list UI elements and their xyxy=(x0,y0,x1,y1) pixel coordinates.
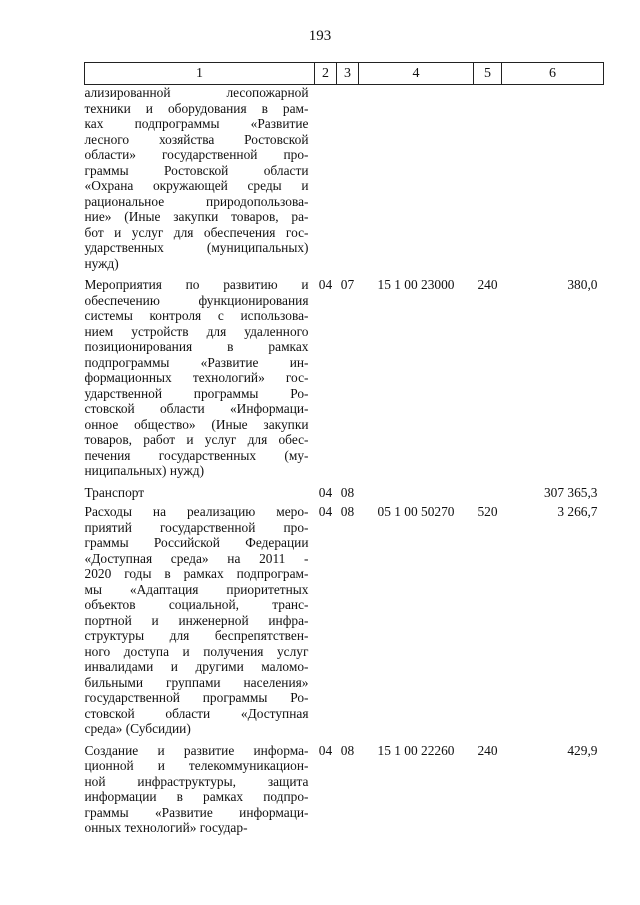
description-line: рациональное природопользова- xyxy=(84,193,309,209)
description-line: бот и услуг для обеспечения гос- xyxy=(84,224,309,240)
row-target-article xyxy=(359,479,474,501)
description-line: Мероприятия по развитию и xyxy=(84,277,309,292)
row-expense-type: 240 xyxy=(477,742,498,758)
row-amount: 3 266,7 xyxy=(557,504,598,519)
description-line: ние» (Иные закупки товаров, ра- xyxy=(84,209,309,224)
description-line: ализированной лесопожарной xyxy=(84,85,309,100)
description-line: ках подпрограммы «Развитие xyxy=(84,116,309,131)
header-row xyxy=(85,63,604,85)
table-row xyxy=(85,85,604,272)
description-line: ной инфраструктуры, защита xyxy=(84,773,309,789)
row-description xyxy=(85,479,315,501)
description-line: печения государственных (му- xyxy=(84,447,309,463)
description-line: граммы Ростовской области xyxy=(84,162,309,178)
description-line: мы «Адаптация приоритетных xyxy=(84,581,309,597)
description-line: граммы Российской Федерации xyxy=(84,535,309,550)
description-line: онных технологий» государ- xyxy=(84,820,248,835)
row-description xyxy=(85,500,315,737)
description-line: области» государственной про- xyxy=(84,147,309,162)
description-line: техники и оборудования в рам- xyxy=(84,100,309,116)
row-amount xyxy=(502,85,604,272)
row-amount: 380,0 xyxy=(567,277,598,292)
description-line: бильными группами населения» xyxy=(84,674,309,690)
description-line: ударственной программы Ро- xyxy=(84,385,309,401)
description-line: граммы «Развитие информаци- xyxy=(84,804,309,820)
description-line: товаров, работ и услуг для обес- xyxy=(84,432,309,447)
row-expense-type: 520 xyxy=(477,504,498,519)
row-expense-type: 240 xyxy=(477,277,498,292)
header-col-4: 4 xyxy=(359,63,474,85)
description-line: ционной и телекоммуникацион- xyxy=(84,758,309,773)
description-line: государственной программы Ро- xyxy=(84,690,309,705)
description-line: среда» (Субсидии) xyxy=(84,721,191,736)
row-description xyxy=(85,85,315,272)
header-col-5: 5 xyxy=(474,63,502,85)
description-line: Расходы на реализацию меро- xyxy=(84,504,309,519)
row-section-code: 04 xyxy=(318,484,333,500)
description-line: ударственных (муниципальных) xyxy=(84,240,309,255)
description-line: 2020 годы в рамках подпрограм- xyxy=(84,566,309,581)
row-section-code: 04 xyxy=(318,742,333,758)
row-amount: 307 365,3 xyxy=(543,484,598,500)
table-header xyxy=(85,63,604,85)
description-line: структуры для беспрепятствен- xyxy=(84,628,309,643)
description-line: стовской области «Информаци- xyxy=(84,401,309,416)
description-line: формационных технологий» гос- xyxy=(84,370,309,385)
row-section-code xyxy=(315,85,337,272)
table-body xyxy=(85,85,604,836)
row-subsection-code: 07 xyxy=(340,277,355,292)
table-row xyxy=(85,479,604,501)
header-col-3: 3 xyxy=(337,63,359,85)
description-line: «Доступная среда» на 2011 - xyxy=(84,550,309,566)
description-line: системы контроля с использова- xyxy=(84,308,309,323)
header-col-1: 1 xyxy=(85,63,315,85)
description-line: информации в рамках подпро- xyxy=(84,789,309,804)
row-amount: 429,9 xyxy=(567,742,598,758)
table-row xyxy=(85,500,604,737)
description-line: стовской области «Доступная xyxy=(84,705,309,721)
row-description xyxy=(85,737,315,836)
row-expense-type xyxy=(474,85,502,272)
description-line: нием устройств для удаленного xyxy=(84,323,309,339)
table-row xyxy=(85,737,604,836)
description-line: приятий государственной про- xyxy=(84,519,309,535)
row-target-article: 15 1 00 22260 xyxy=(377,742,455,758)
description-line: объектов социальной, транс- xyxy=(84,597,309,612)
row-target-article: 15 1 00 23000 xyxy=(377,277,455,292)
row-target-article: 05 1 00 50270 xyxy=(377,504,455,519)
description-line: ниципальных) нужд) xyxy=(84,463,205,478)
row-subsection-code xyxy=(337,85,359,272)
page-number: 193 xyxy=(308,28,332,44)
row-section-code: 04 xyxy=(318,277,333,292)
description-line: онное общество» (Иные закупки xyxy=(84,416,309,432)
description-line: портной и инженерной инфра- xyxy=(84,612,309,628)
row-subsection-code: 08 xyxy=(340,504,355,519)
description-line: ного доступа и получения услуг xyxy=(84,643,309,659)
row-description xyxy=(85,271,315,479)
description-line: позиционирования в рамках xyxy=(84,339,309,354)
description-line: нужд) xyxy=(84,255,119,271)
header-col-6: 6 xyxy=(502,63,604,85)
table-row xyxy=(85,271,604,479)
description-line: Транспорт xyxy=(84,484,145,500)
row-subsection-code: 08 xyxy=(340,742,355,758)
description-line: «Охрана окружающей среды и xyxy=(84,178,309,193)
row-section-code: 04 xyxy=(318,504,333,519)
row-target-article xyxy=(359,85,474,272)
row-expense-type xyxy=(474,479,502,501)
description-line: лесного хозяйства Ростовской xyxy=(84,131,309,147)
header-col-2: 2 xyxy=(315,63,337,85)
budget-table xyxy=(84,62,604,836)
row-subsection-code: 08 xyxy=(340,484,355,500)
description-line: обеспечению функционирования xyxy=(84,292,309,308)
description-line: инвалидами и другими маломо- xyxy=(84,659,309,674)
description-line: Создание и развитие информа- xyxy=(84,742,309,758)
description-line: подпрограммы «Развитие ин- xyxy=(84,354,309,370)
